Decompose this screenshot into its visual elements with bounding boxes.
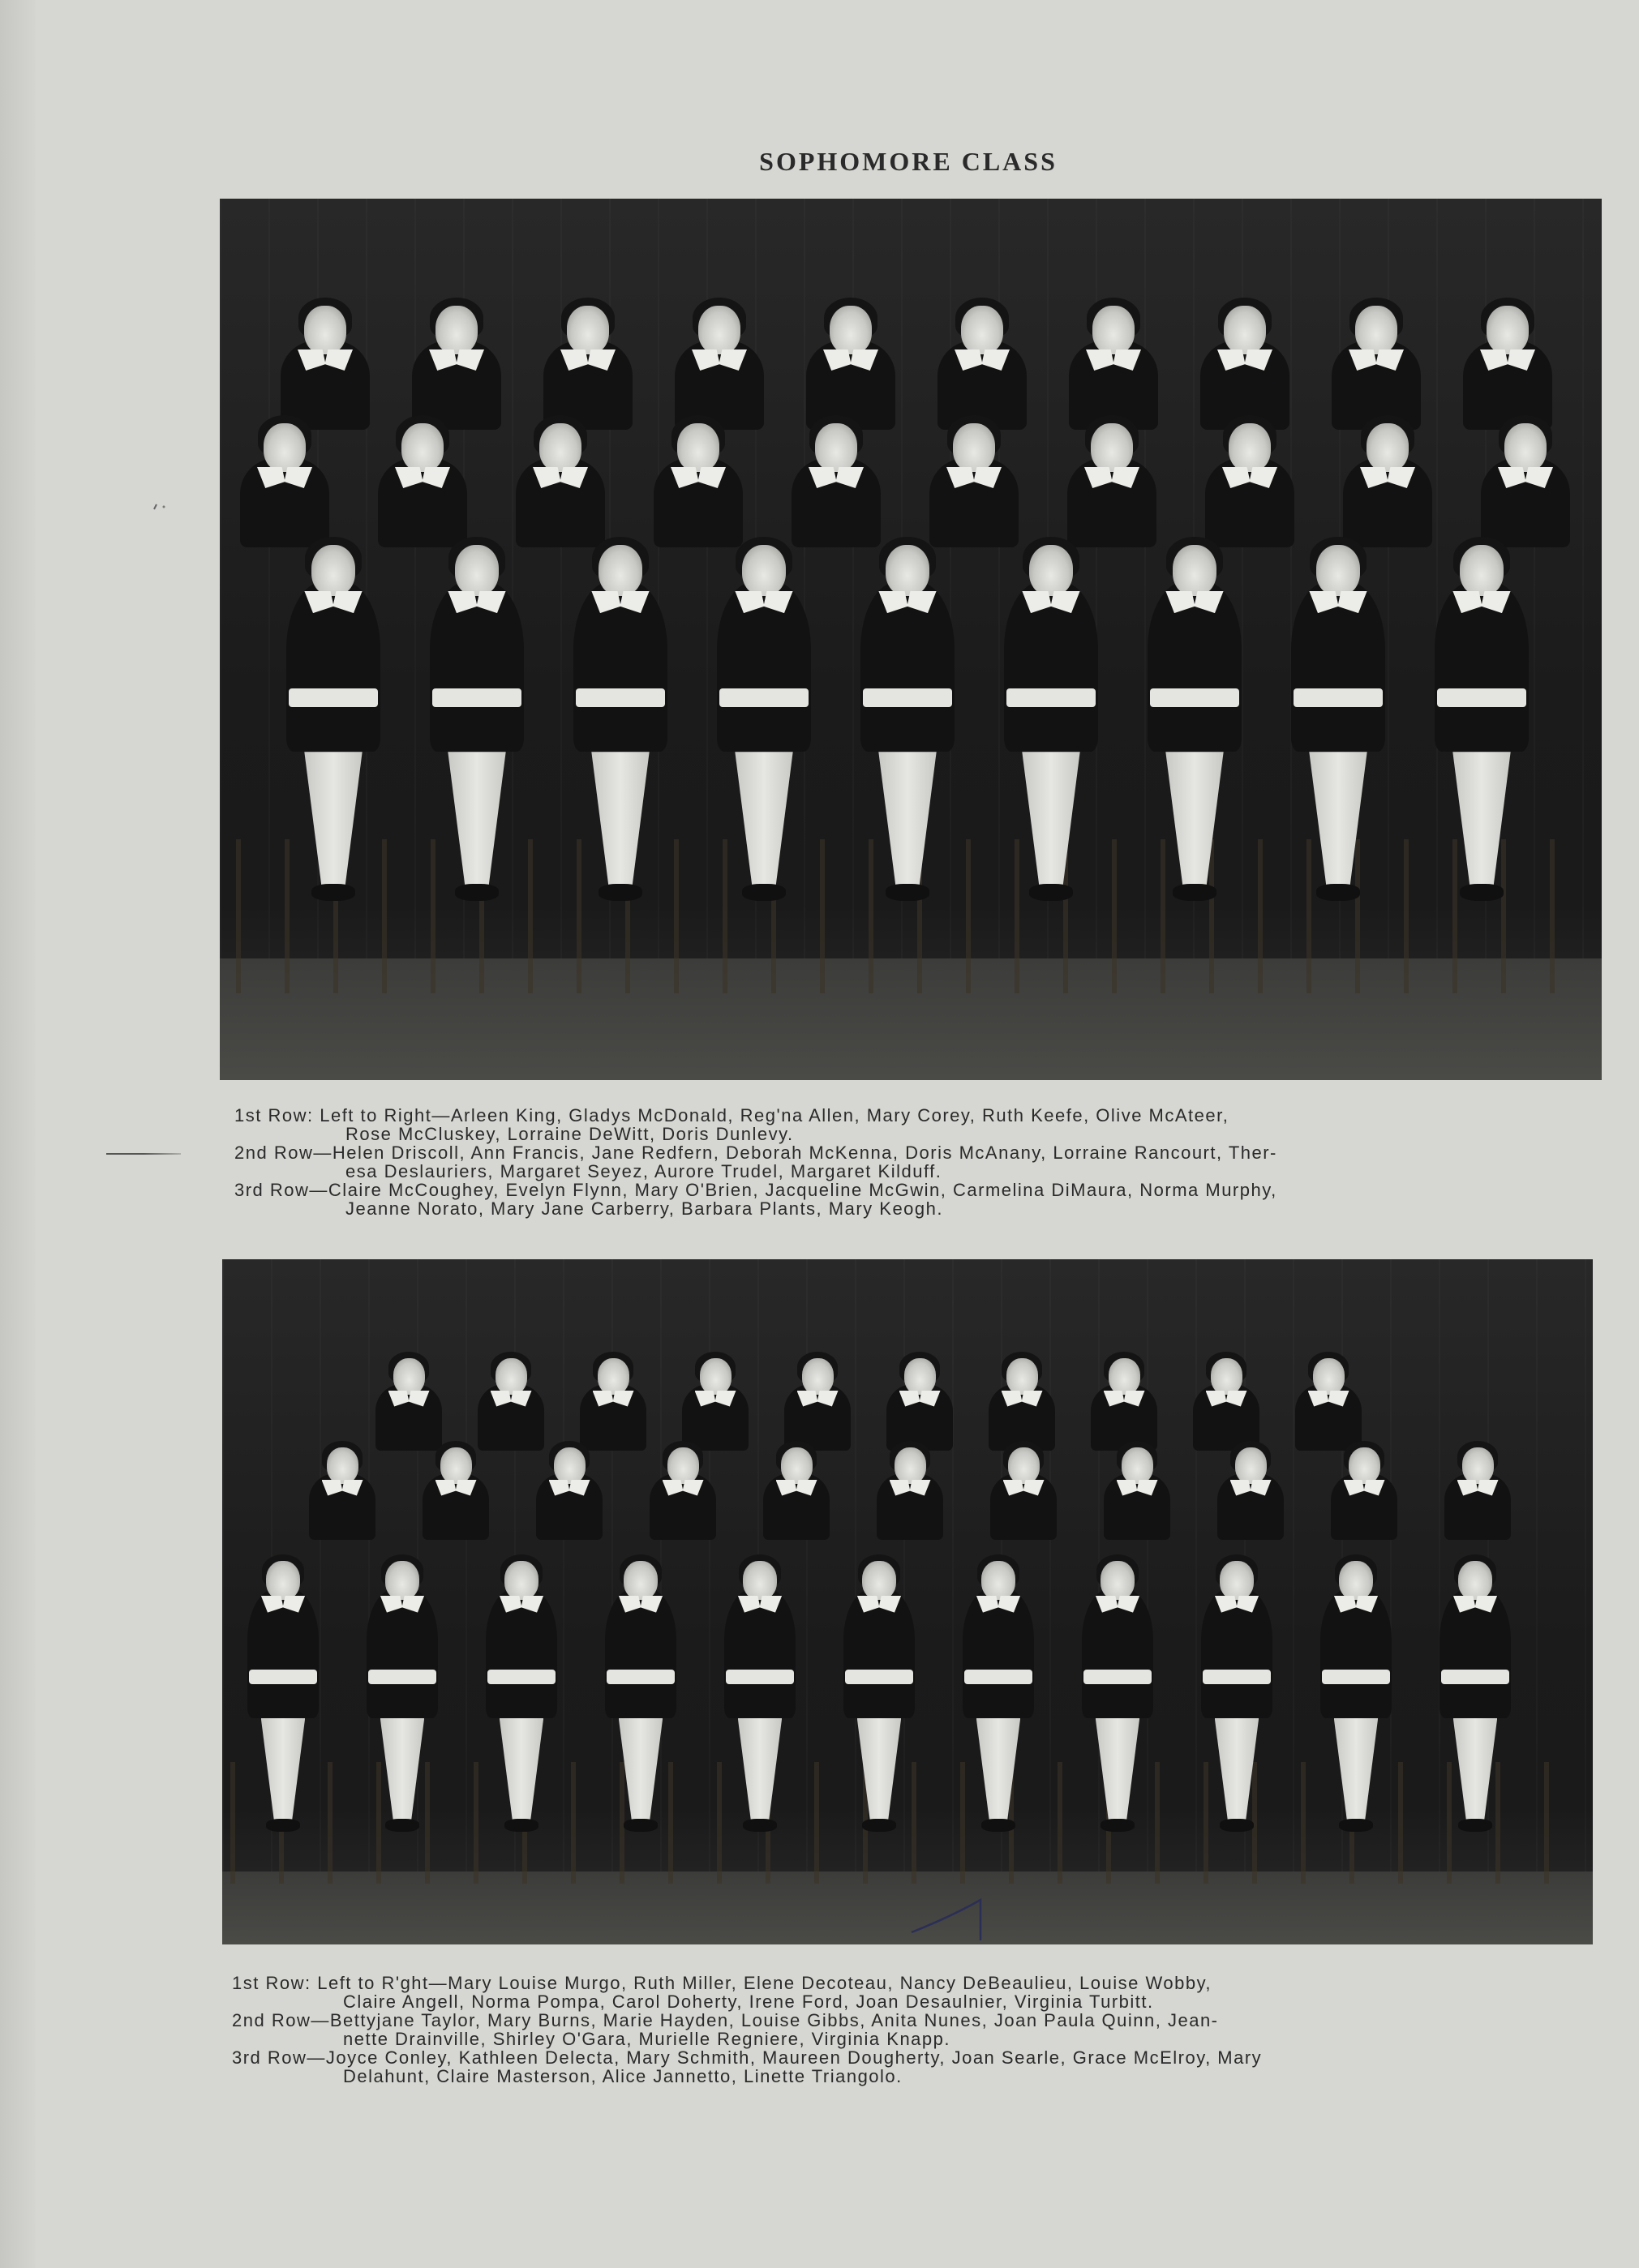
- caption-row-2-line-1: [234, 1143, 1593, 1162]
- face: [1029, 545, 1074, 596]
- cuffs: [1150, 688, 1238, 707]
- face: [1487, 306, 1529, 354]
- face: [1224, 306, 1266, 354]
- shoes: [311, 884, 356, 901]
- row-names: Bettyjane Taylor, Mary Burns, Marie Hayden, Louise Gibbs, Anita Nunes, Joan Paula Quinn, Jean-: [329, 2010, 1219, 2030]
- caption-row-3-line-1: [234, 1181, 1593, 1199]
- cuffs: [432, 688, 521, 707]
- dress: [1004, 581, 1098, 752]
- face: [539, 423, 581, 472]
- dress: [717, 581, 811, 752]
- face: [1367, 423, 1409, 472]
- face: [1316, 545, 1361, 596]
- cuffs: [1006, 688, 1095, 707]
- face: [742, 545, 787, 596]
- cuffs: [289, 688, 377, 707]
- face: [677, 423, 719, 472]
- cuffs: [1294, 688, 1382, 707]
- class-photo-bottom: [222, 1259, 1593, 1944]
- dress: [1148, 581, 1242, 752]
- row-label: 1st Row:: [234, 1105, 314, 1125]
- face: [961, 306, 1003, 354]
- face: [1091, 423, 1133, 472]
- dress: [860, 581, 955, 752]
- cuffs: [576, 688, 664, 707]
- shoes: [1029, 884, 1074, 901]
- face: [304, 306, 346, 354]
- row-label: 1st Row:: [232, 1973, 311, 1993]
- caption-row-3-line-2: Delahunt, Claire Masterson, Alice Jannetto, Linette Triangolo.: [343, 2066, 903, 2086]
- shoes: [455, 884, 500, 901]
- dress: [286, 581, 380, 752]
- face: [1092, 306, 1135, 354]
- row-label: 3rd Row—: [234, 1180, 328, 1200]
- face: [1173, 545, 1217, 596]
- row-names: Joyce Conley, Kathleen Delecta, Mary Schmith, Maureen Dougherty, Joan Searle, Grace McElroy, Mary: [325, 2047, 1263, 2068]
- dress: [430, 581, 524, 752]
- row-label: 2nd Row—: [234, 1143, 333, 1163]
- face: [435, 306, 478, 354]
- shoes: [742, 884, 787, 901]
- face: [1460, 545, 1504, 596]
- row-label: 2nd Row—: [232, 2010, 330, 2030]
- margin-pen-stroke: [106, 1153, 181, 1155]
- shoes: [886, 884, 930, 901]
- face: [311, 545, 356, 596]
- face: [599, 545, 643, 596]
- caption-row-1-line-2: Rose McCluskey, Lorraine DeWitt, Doris Dunlevy.: [345, 1124, 794, 1144]
- caption-row-3-line-2: Jeanne Norato, Mary Jane Carberry, Barbara Plants, Mary Keogh.: [345, 1198, 944, 1219]
- face: [401, 423, 444, 472]
- caption-row-3-line-1: [232, 2048, 1590, 2067]
- row-label: 3rd Row—: [232, 2047, 326, 2068]
- face: [1229, 423, 1271, 472]
- photo-caption-bottom: [232, 1974, 1590, 2086]
- shoes: [1316, 884, 1361, 901]
- caption-row-2-line-2: nette Drainville, Shirley O'Gara, Murielle Regniere, Virginia Knapp.: [343, 2029, 950, 2049]
- face: [1355, 306, 1397, 354]
- face: [953, 423, 995, 472]
- caption-row-1-line-1: [232, 1974, 1590, 1992]
- row-names: Left to R'ght—Mary Louise Murgo, Ruth Miller, Elene Decoteau, Nancy DeBeaulieu, Louise Wobby,: [317, 1973, 1212, 1993]
- ink-pen-line: [222, 1259, 1593, 1944]
- row-names: Helen Driscoll, Ann Francis, Jane Redfern, Deborah McKenna, Doris McAnany, Lorraine Rancourt, Ther-: [332, 1143, 1277, 1163]
- shoes: [599, 884, 643, 901]
- face: [698, 306, 740, 354]
- shoes: [1460, 884, 1504, 901]
- dress: [1435, 581, 1529, 752]
- face: [1504, 423, 1547, 472]
- dress: [573, 581, 667, 752]
- caption-row-1-line-1: [234, 1106, 1593, 1125]
- face: [815, 423, 857, 472]
- row-names: Claire McCoughey, Evelyn Flynn, Mary O'Brien, Jacqueline McGwin, Carmelina DiMaura, Norma Murphy,: [328, 1180, 1277, 1200]
- caption-row-2-line-1: [232, 2011, 1590, 2030]
- cuffs: [863, 688, 951, 707]
- dress: [1291, 581, 1385, 752]
- face: [567, 306, 609, 354]
- shoes: [1173, 884, 1217, 901]
- page-gutter-shadow: [0, 0, 36, 2268]
- caption-row-2-line-2: esa Deslauriers, Margaret Seyez, Aurore Trudel, Margaret Kilduff.: [345, 1161, 942, 1181]
- face: [886, 545, 930, 596]
- row-names: Left to Right—Arleen King, Gladys McDonald, Reg'na Allen, Mary Corey, Ruth Keefe, Olive McAteer,: [320, 1105, 1229, 1125]
- class-photo-top: [220, 199, 1602, 1080]
- photo-caption-top: [234, 1106, 1593, 1218]
- cuffs: [1437, 688, 1525, 707]
- page-title: SOPHOMORE CLASS: [759, 147, 1058, 177]
- face: [455, 545, 500, 596]
- margin-pencil-marks: [152, 500, 169, 508]
- face: [830, 306, 872, 354]
- cuffs: [719, 688, 808, 707]
- caption-row-1-line-2: Claire Angell, Norma Pompa, Carol Doherty, Irene Ford, Joan Desaulnier, Virginia Turbitt.: [343, 1991, 1154, 2012]
- face: [264, 423, 306, 472]
